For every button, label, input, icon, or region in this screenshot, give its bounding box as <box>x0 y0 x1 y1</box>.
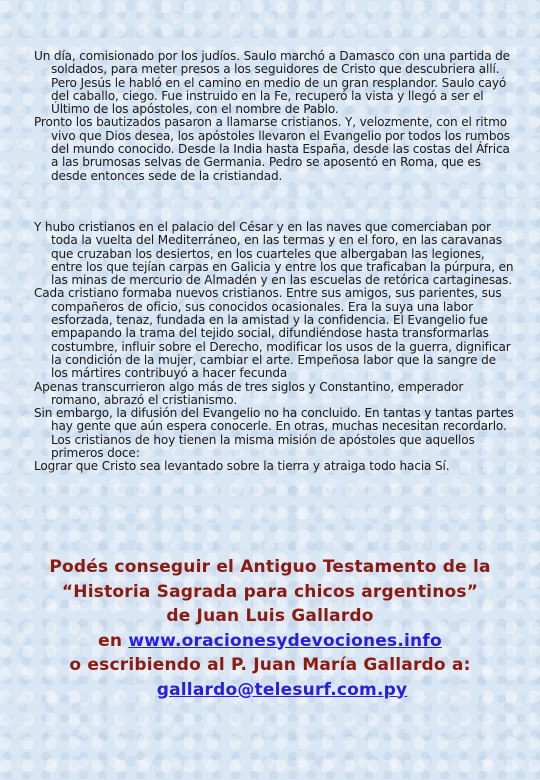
promo-line-2: “Historia Sagrada para chicos argentinos” <box>61 581 479 602</box>
promo-website-prefix: en <box>98 630 129 651</box>
promo-line-5: o escribiendo al P. Juan María Gallardo a: <box>69 655 471 675</box>
promo-line-website <box>0 629 540 654</box>
paragraph-constantino: Apenas transcurrieron algo más de tres siglos y Constantino, emperador romano, abrazó el cristianismo. <box>34 379 464 407</box>
paragraph-cristianos: Pronto los bautizados pasaron a llamarse cristianos. Y, velozmente, con el ritmo vivo que Dios desea, los apóstoles llevaron el Evangelio por todos los rumbos del mundo conocido. Desde la India hasta España, desde las costas del África a las brumosas selvas de Germania. Pedro se aposentó en Roma, que es desde entonces sede de la cristiandad. <box>34 115 510 183</box>
paragraph-cesar: Y hubo cristianos en el palacio del César y en las naves que comerciaban por toda la vuelta del Mediterráneo, en las termas y en el foro, en las caravanas que cruzaban los desiertos, en los cuarteles que albergaban las legiones, entre los que tejían carpas en Galicia y entre los que traficaban la púrpura, en las minas de mercurio de Almadén y en las escuelas de retórica cartaginesas. <box>34 220 514 288</box>
paragraph-saulo: Un día, comisionado por los judíos. Saulo marchó a Damasco con una partida de soldados, para meter presos a los seguidores de Cristo que descubriera allí. Pero Jesús le habló en el camino en medio de un gran resplandor. Saulo cayó del caballo, ciego. Fue instruido en la Fe, recuperó la vista y llegó a ser el Último de los apóstoles, con el nombre de Pablo. <box>34 49 510 117</box>
text-block-top <box>34 50 514 183</box>
website-link[interactable]: www.oracionesydevociones.info <box>128 630 442 651</box>
promo-line-1: Podés conseguir el Antiguo Testamento de la <box>49 557 491 577</box>
paragraph-sin-embargo: Sin embargo, la difusión del Evangelio no ha concluido. En tantas y tantas partes hay gente que aún espera conocerle. En otras, muchas necesitan recordarlo. Los cristianos de hoy tienen la misma misión de apóstoles que aquellos primeros doce: <box>34 406 514 461</box>
promo-block <box>0 555 540 702</box>
paragraph-cada-cristiano: Cada cristiano formaba nuevos cristianos. Entre sus amigos, sus parientes, sus compañeros de oficio, sus conocidos ocasionales. Era la suya una labor esforzada, tenaz, fundada en la amistad y la confidencia. El Evangelio fue empapando la trama del tejido social, difundiéndose hasta transformarlas costumbre, influir sobre el Derecho, modificar los usos de la guerra, dignificar la condición de la mujer, cambiar el arte. Empeñosa labor que la sangre de los mártires contribuyó a hacer fecunda <box>34 286 511 381</box>
email-link[interactable]: gallardo@telesurf.com.py <box>156 679 408 700</box>
text-block-bottom <box>34 221 514 474</box>
promo-line-email <box>0 678 540 703</box>
paragraph-lograr: Lograr que Cristo sea levantado sobre la tierra y atraiga todo hacia Sí. <box>34 459 450 474</box>
promo-line-3: de Juan Luis Gallardo <box>166 606 374 626</box>
